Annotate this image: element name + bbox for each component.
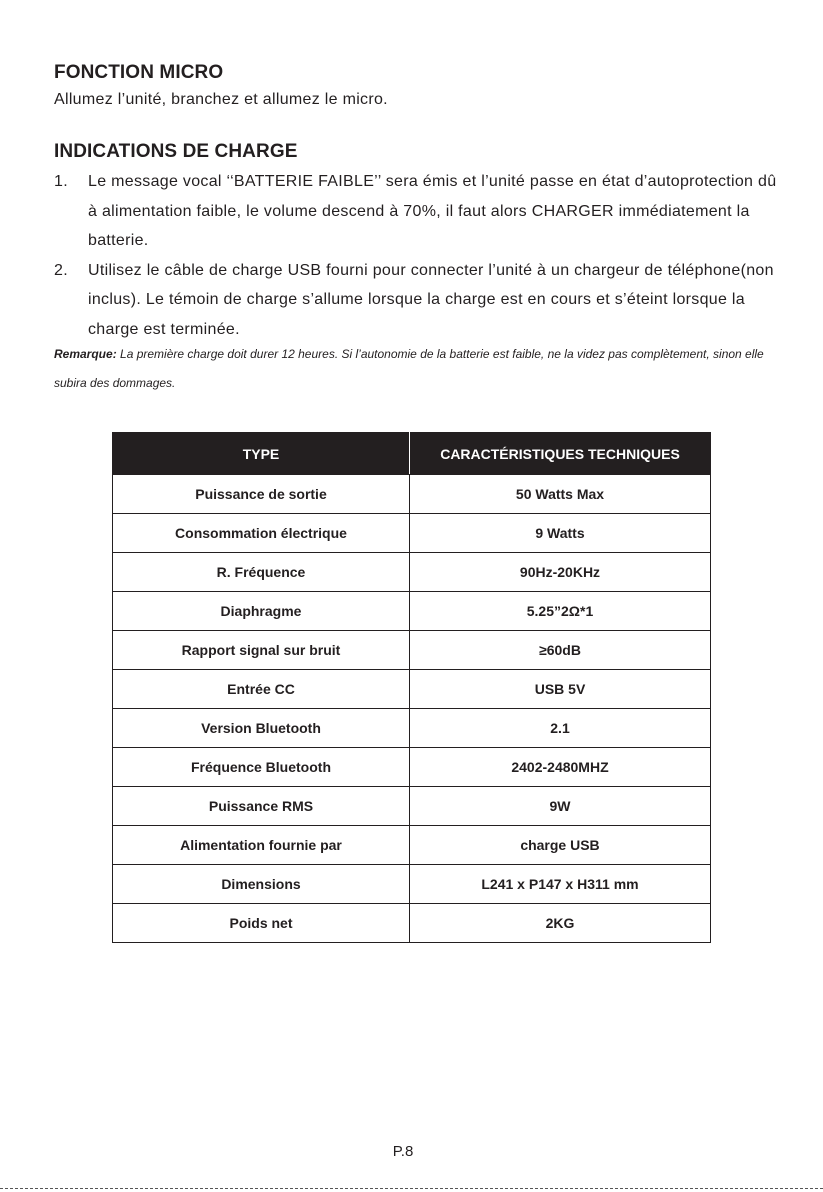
specs-table <box>112 432 711 943</box>
spec-label: Diaphragme <box>113 592 410 631</box>
spec-value: 5.25”2Ω*1 <box>410 592 711 631</box>
spec-label: Version Bluetooth <box>113 709 410 748</box>
spec-value: L241 x P147 x H311 mm <box>410 865 711 904</box>
table-row <box>113 709 711 748</box>
table-row <box>113 826 711 865</box>
table-row <box>113 631 711 670</box>
spec-value: charge USB <box>410 826 711 865</box>
spec-value: 2KG <box>410 904 711 943</box>
spec-label: Consommation électrique <box>113 514 410 553</box>
list-item-number: 1. <box>54 173 68 190</box>
header-specs: CARACTÉRISTIQUES TECHNIQUES <box>410 433 711 475</box>
table-row <box>113 475 711 514</box>
bottom-divider <box>0 1188 823 1189</box>
spec-label: R. Fréquence <box>113 553 410 592</box>
spec-value: 90Hz-20KHz <box>410 553 711 592</box>
list-item-number: 2. <box>54 261 68 279</box>
micro-text: Allumez l’unité, branchez et allumez le micro. <box>54 91 388 108</box>
table-row <box>113 904 711 943</box>
charge-instructions-list <box>54 167 784 344</box>
table-row <box>113 670 711 709</box>
remark-label: Remarque: <box>54 347 117 361</box>
micro-heading: FONCTION MICRO <box>54 62 224 83</box>
spec-value: 50 Watts Max <box>410 475 711 514</box>
spec-label: Rapport signal sur bruit <box>113 631 410 670</box>
spec-value: 2.1 <box>410 709 711 748</box>
list-item <box>54 256 784 345</box>
spec-label: Entrée CC <box>113 670 410 709</box>
spec-label: Puissance RMS <box>113 787 410 826</box>
spec-value: 2402-2480MHZ <box>410 748 711 787</box>
table-row <box>113 787 711 826</box>
list-item-text: Utilisez le câble de charge USB fourni pour connecter l’unité à un chargeur de téléphone(non inclus). Le témoin de charge s’allume lorsque la charge est en cours et s’éteint lorsque la charge est terminée. <box>88 261 774 338</box>
spec-value: 9W <box>410 787 711 826</box>
spec-value: ≥60dB <box>410 631 711 670</box>
list-item <box>54 167 784 256</box>
list-item-text: Le message vocal ‘‘BATTERIE FAIBLE’’ sera émis et l’unité passe en état d’autoprotection dû à alimentation faible, le volume descend à 70%, il faut alors CHARGER immédiatement la batterie. <box>88 173 777 249</box>
spec-label: Alimentation fournie par <box>113 826 410 865</box>
spec-label: Fréquence Bluetooth <box>113 748 410 787</box>
spec-value: USB 5V <box>410 670 711 709</box>
table-row <box>113 553 711 592</box>
spec-label: Poids net <box>113 904 410 943</box>
spec-label: Dimensions <box>113 865 410 904</box>
table-row <box>113 865 711 904</box>
table-row <box>113 514 711 553</box>
table-header-row <box>113 433 711 475</box>
page-number: P.8 <box>392 1143 414 1160</box>
charge-heading: INDICATIONS DE CHARGE <box>54 141 298 162</box>
spec-value: 9 Watts <box>410 514 711 553</box>
table-row <box>113 592 711 631</box>
remark-note <box>54 340 774 398</box>
header-type: TYPE <box>113 433 410 475</box>
spec-label: Puissance de sortie <box>113 475 410 514</box>
table-row <box>113 748 711 787</box>
remark-text: La première charge doit durer 12 heures. Si l’autonomie de la batterie est faible, ne la videz pas complètement, sinon elle subira des dommages. <box>54 347 764 390</box>
